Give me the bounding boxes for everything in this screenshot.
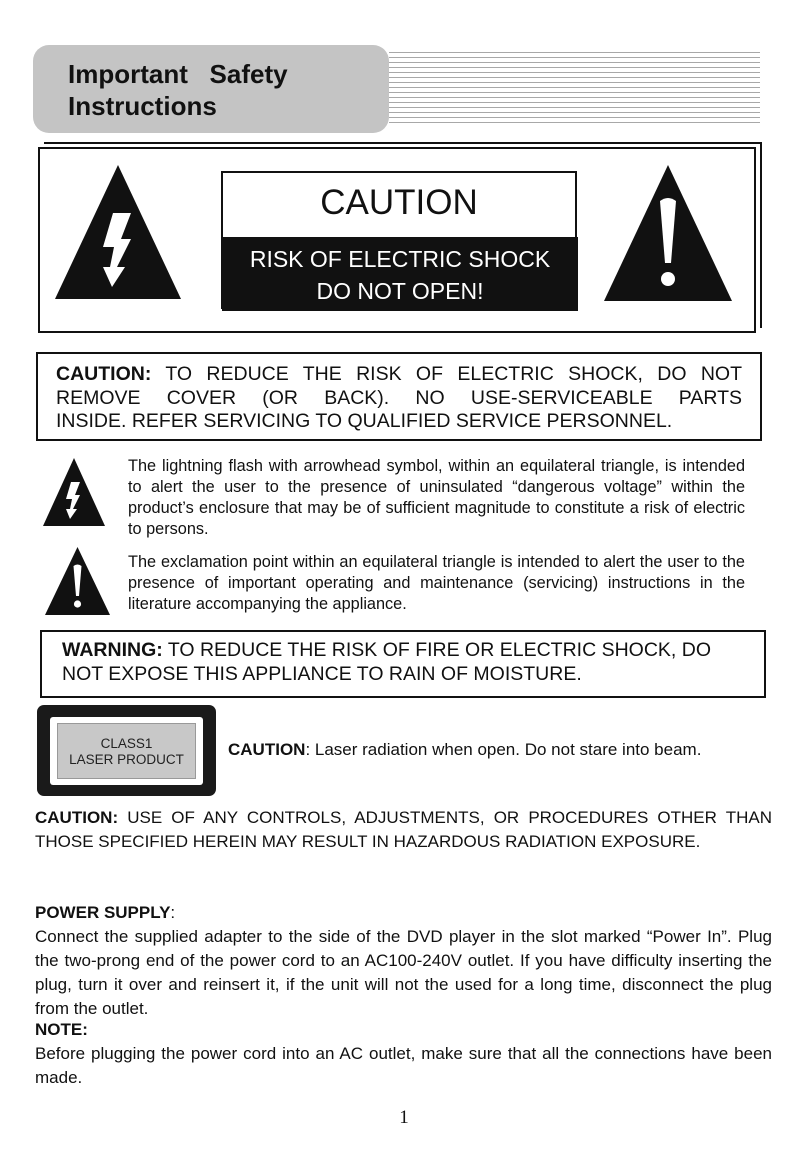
laser-caution-label: CAUTION: [228, 740, 306, 759]
controls-caution-body: USE OF ANY CONTROLS, ADJUSTMENTS, OR PROCEDURES OTHER THAN THOSE SPECIFIED HEREIN MAY RESULT IN HAZARDOUS RADIATION EXPOSURE.: [35, 808, 772, 851]
title-line-1: Important Safety: [68, 59, 288, 89]
power-supply-heading: [35, 901, 772, 925]
lightning-warning-icon: [43, 458, 105, 526]
risk-banner: [222, 237, 578, 311]
caution-notice-label: CAUTION:: [56, 363, 152, 385]
laser-product-label: [57, 723, 196, 779]
header-stripes: [389, 52, 760, 126]
lightning-symbol-explanation: The lightning flash with arrowhead symbol, within an equilateral triangle, is intended to alert the user to the presence of uninsulated “dangerous voltage” within the product’s enclosure that may be of sufficient magnitude to constitute a risk of electric to persons.: [128, 457, 745, 538]
power-supply-heading-text: POWER SUPPLY: [35, 903, 171, 922]
caution-notice-body: TO REDUCE THE RISK OF ELECTRIC SHOCK, DO NOT REMOVE COVER (OR BACK). NO USE-SERVICEABLE PARTS: [56, 363, 742, 409]
note-heading: NOTE:: [35, 1020, 88, 1039]
controls-caution-label: CAUTION:: [35, 808, 119, 827]
exclamation-symbol-explanation: The exclamation point within an equilateral triangle is intended to alert the user to the presence of important operating and maintenance (servicing) instructions in the literature accompanying the appliance.: [128, 553, 745, 613]
title-line-2: Instructions: [68, 91, 217, 121]
caution-label: [221, 171, 577, 309]
exclamation-warning-icon: [604, 165, 732, 301]
power-supply-paragraph: Connect the supplied adapter to the side of the DVD player in the slot marked “Power In”. Plug the two-prong end of the power cord to an AC100-240V outlet. If you have difficulty inserting the plug, turn it over and reinsert it, if the unit will not the used for a long time, disconnect the plug from the outlet.: [35, 927, 772, 1018]
caution-notice-last-line: INSIDE. REFER SERVICING TO QUALIFIED SERVICE PERSONNEL.: [56, 410, 673, 432]
risk-line-2: DO NOT OPEN!: [316, 278, 484, 304]
caution-notice-text: [56, 363, 742, 410]
controls-caution-paragraph: [35, 806, 772, 854]
fire-warning-box: [40, 630, 766, 698]
electric-shock-caution-box: [36, 352, 762, 441]
page-title: [68, 58, 288, 122]
warning-notice-label: WARNING:: [62, 639, 163, 661]
power-supply-heading-colon: :: [170, 903, 176, 922]
lightning-warning-icon: [55, 165, 181, 299]
caution-word: CAUTION: [320, 183, 478, 222]
exclamation-warning-icon: [45, 547, 110, 615]
warning-notice-body: TO REDUCE THE RISK OF FIRE OR ELECTRIC SHOCK, DO NOT EXPOSE THIS APPLIANCE TO RAIN OF MOISTURE.: [62, 639, 711, 685]
laser-caution-text: [228, 739, 701, 761]
laser-class: CLASS1: [100, 736, 153, 751]
laser-caution-body: : Laser radiation when open. Do not stare into beam.: [305, 740, 702, 759]
page-number: 1: [399, 1107, 409, 1128]
warning-notice-text: [62, 639, 746, 686]
hero-box-shadow-right: [760, 142, 762, 328]
laser-product: LASER PRODUCT: [69, 752, 184, 767]
risk-line-1: RISK OF ELECTRIC SHOCK: [249, 246, 551, 272]
note-paragraph: Before plugging the power cord into an AC outlet, make sure that all the connections have been made.: [35, 1044, 772, 1087]
hero-box-shadow-top: [44, 142, 762, 144]
